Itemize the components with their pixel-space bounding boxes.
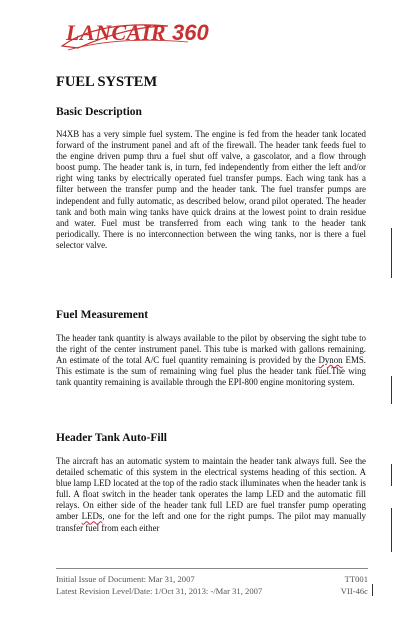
section-heading-fuel-measurement: Fuel Measurement [56,309,149,321]
fuel-measurement-paragraph: The header tank quantity is always available to the pilot by observing the sight tube to the right of the center instrument panel. This tube is marked with gallons remaining. An estimate of the total A/C fuel quantity remaining is provided by the Dynon EMS. This estimate is the sum of remaining wing fuel plus the header tank fuel.The wing tank quantity remaining is available through the EPI-800 engine monitoring system. [56,333,366,388]
revision-bar [391,508,392,552]
revision-bar [372,584,373,596]
section-heading-header-tank-auto-fill: Header Tank Auto-Fill [56,432,167,444]
header-tank-auto-fill-paragraph: The aircraft has an automatic system to maintain the header tank always full. See the detailed schematic of this system in the electrical systems heading of this section. A blue lamp LED located at the top of the radio stack illuminates when the header tank is full. A float switch in the header tank operates the lamp LED and the automatic fill relays. On either side of the header tank full LED are fuel transfer pump operating amber LEDs, one for the left and one for the right pumps. The pilot may manually transfer fuel from each either [56,456,366,533]
footer-doc-code: TT001 [344,574,368,584]
footer-page-number: VII-46c [340,586,368,596]
footer-revision-date: Latest Revision Level/Date: 1/Oct 31, 2013: -/Mar 31, 2007 [56,586,263,596]
spellcheck-flag: LEDs [81,511,103,522]
page-title: FUEL SYSTEM [56,74,158,90]
spellcheck-flag: Dynon [318,355,343,366]
footer-line-2 [56,586,368,596]
section-heading-basic-description: Basic Description [56,106,142,118]
footer-rule [56,568,368,569]
revision-bar [391,376,392,404]
footer-issue-date: Initial Issue of Document: Mar 31, 2007 [56,574,195,584]
logo-brand: LANCAIR [66,20,167,45]
revision-bar [391,228,392,278]
footer-line-1 [56,574,368,584]
logo-model: 360 [172,20,209,45]
basic-description-paragraph: N4XB has a very simple fuel system. The engine is fed from the header tank located forward of the instrument panel and aft of the firewall. The header tank feeds fuel to the engine driven pump thru a fuel shut off valve, a gascolator, and a flow through boost pump. The header tank is, in turn, fed independently from either the left and/or right wing tanks by electrically operated fuel transfer pumps. Each wing tank has a filter between the transfer pump and the header tank. The fuel transfer pumps are independent and fully automatic, as described below, orand pilot operated. The header tank and both main wing tanks have quick drains at the lowest point to drain residue and water. Fuel must be transferred from each wing tank to the header tank periodically. There is no interconnection between the wing tanks, nor is there a fuel selector valve. [56,129,366,250]
revision-bar [391,464,392,486]
